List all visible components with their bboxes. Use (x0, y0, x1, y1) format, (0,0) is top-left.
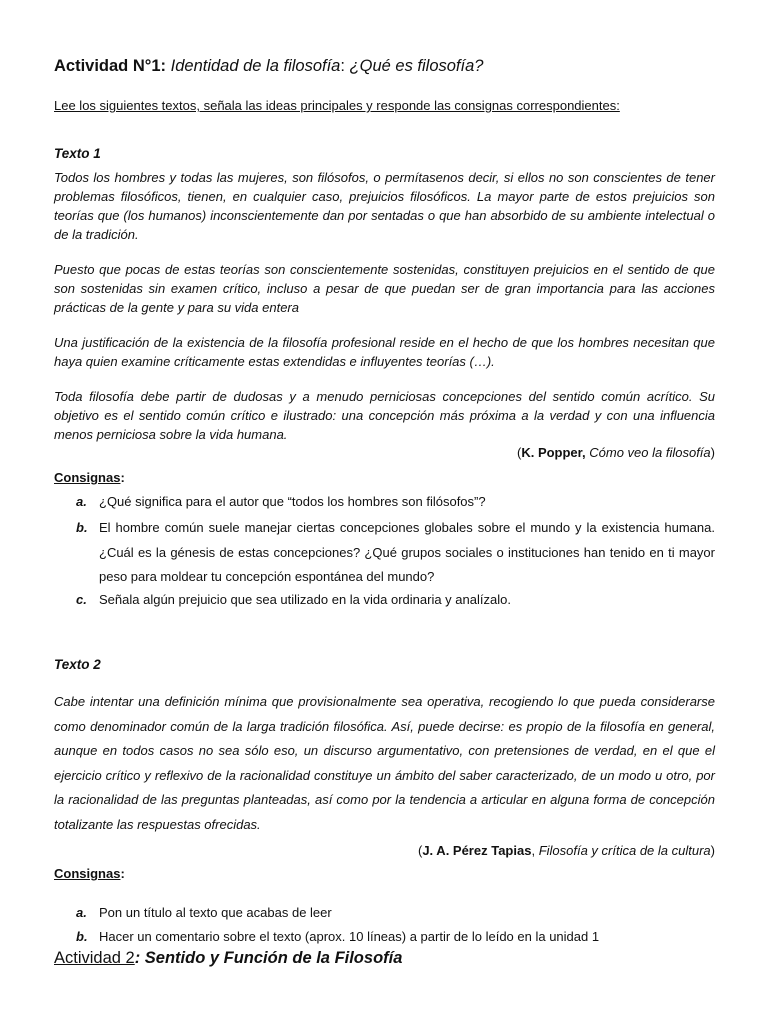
citation-work: Cómo veo la filosofía (589, 445, 711, 460)
consignas1-heading (54, 469, 715, 487)
item-letter: b. (76, 929, 88, 944)
title-colon: : (340, 57, 345, 75)
consignas1-label: Consignas (54, 470, 121, 485)
citation-work: Filosofía y crítica de la cultura (538, 843, 711, 858)
item-text: ¿Qué significa para el autor que “todos los hombres son filósofos”? (99, 494, 486, 509)
texto1-paragraph-4: Toda filosofía debe partir de dudosas y a menudo perniciosas concepciones del sentido común acrítico. Su objetivo es el sentido común crítico e ilustrado: una concepción más próxima a la verdad y con una influencia menos perniciosa sobre la vida humana. (54, 389, 715, 442)
page-title (54, 54, 715, 78)
title-question: ¿Qué es filosofía? (349, 57, 484, 75)
item-text: El hombre común suele manejar ciertas concepciones globales sobre el mundo y la existencia humana. ¿Cuál es la génesis de estas concepciones? ¿Qué grupos sociales o instituciones han tenido en ti mayor peso para moldear tu concepción espontánea del mundo? (99, 520, 715, 584)
texto2-citation (54, 841, 715, 860)
citation-close: ) (710, 843, 715, 858)
texto1-paragraph-2: Puesto que pocas de estas teorías son conscientemente sostenidas, constituyen prejuicios en el sentido de que son sostenidas sin examen crítico, incluso a pesar de que puedan ser de gran importancia para las acciones prácticas de la gente y para su vida entera (54, 262, 715, 315)
item-letter: b. (76, 520, 88, 535)
citation-close: ) (710, 445, 715, 460)
actividad2-title: : Sentido y Función de la Filosofía (134, 949, 403, 967)
actividad2-label: Actividad 2 (54, 949, 135, 967)
item-letter: c. (76, 592, 87, 607)
texto1-paragraph-1: Todos los hombres y todas las mujeres, son filósofos, o permítasenos decir, si ellos no son conscientes de tener problemas filosóficos, tienen, en cualquier caso, prejuicios filosóficos. La mayor parte de estos prejuicios son teorías que (los humanos) inconscientemente dan por sentadas o que han absorbido de su ambiente intelectual o de la tradición. (54, 170, 715, 242)
citation-author: J. A. Pérez Tapias (422, 843, 532, 858)
citation-author: K. Popper, (521, 445, 586, 460)
item-letter: a. (76, 494, 87, 509)
instruction-text: Lee los siguientes textos, señala las ideas principales y responde las consignas correspondientes: (54, 98, 620, 113)
texto1-citation (54, 443, 715, 462)
item-text: Hacer un comentario sobre el texto (aprox. 10 líneas) a partir de lo leído en la unidad 1 (99, 929, 600, 944)
title-activity-number: Actividad N°1: (54, 57, 167, 75)
citation-separator: , (531, 843, 536, 858)
item-text: Señala algún prejuicio que sea utilizado en la vida ordinaria y analízalo. (99, 592, 511, 607)
texto1-heading: Texto 1 (54, 146, 101, 161)
texto2-paragraph: Cabe intentar una definición mínima que provisionalmente sea operativa, recogiendo lo que pueda considerarse como denominador común de la larga tradición filosófica. Así, puede decirse: es propio de la filosofía en general, aunque en todos casos no sea sólo eso, un discurso argumentativo, con pretensiones de verdad, en el que el ejercicio crítico y reflexivo de la racionalidad constituye un ámbito del saber caracterizado, de un modo u otro, por la racionalidad de las preguntas planteadas, así como por la tendencia a articular en alguna forma de concepción totalizante las respuestas ofrecidas. (54, 694, 715, 832)
item-text: Pon un título al texto que acabas de leer (99, 905, 332, 920)
texto1-paragraph-3: Una justificación de la existencia de la filosofía profesional reside en el hecho de que los hombres necesitan que haya quien examine críticamente estas extendidas e influyentes teorías (…). (54, 335, 715, 369)
actividad2-heading (54, 946, 715, 970)
document-page (54, 0, 715, 1024)
consignas2-colon: : (120, 866, 125, 881)
texto2-heading: Texto 2 (54, 657, 101, 672)
citation-open: ( (516, 445, 522, 460)
title-topic: Identidad de la filosofía (170, 57, 341, 75)
item-letter: a. (76, 905, 87, 920)
consignas2-label: Consignas (54, 866, 121, 881)
consignas2-heading (54, 865, 715, 883)
citation-open: ( (417, 843, 423, 858)
consignas1-colon: : (120, 470, 125, 485)
